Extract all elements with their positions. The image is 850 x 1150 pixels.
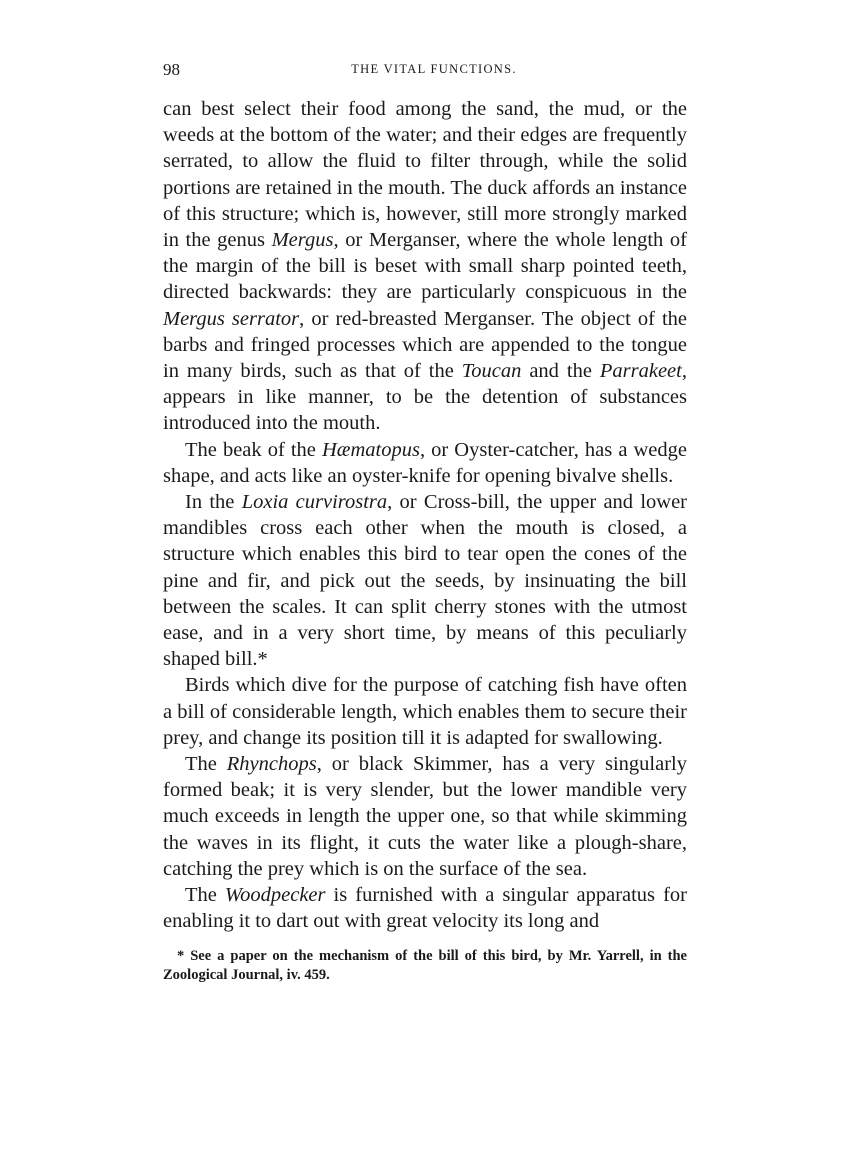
species-name: Mergus serrator (163, 307, 300, 330)
genus-name: Mergus (271, 229, 334, 252)
paragraph-woodpecker: The Woodpecker is furnished with a singular apparatus for enabling it to dart out with great velocity its long and (163, 884, 687, 933)
paragraph-oyster-catcher: The beak of the Hæmatopus, or Oyster-catcher, has a wedge shape, and acts like an oyster-knife for opening bivalve shells. (163, 438, 687, 487)
paragraph-cross-bill: In the Loxia curvirostra, or Cross-bill, the upper and lower mandibles cross each other when the mouth is closed, a structure which enables this bird to tear open the cones of the pine and fir, and pick out the seeds, by insinuating the bill between the scales. It can split cherry stones with the utmost ease, and in a very short time, by means of this peculiarly shaped bill.* (163, 491, 688, 671)
paragraph-continued: can best select their food among the sand, the mud, or the weeds at the bottom of the water; and their edges are frequently serrated, to allow the fluid to filter through, while the solid portions are retained in the mouth. The duck affords an instance of this structure; which is, however, still more strongly marked in the genus Mergus, or Merganser, where the whole length of the margin of the bill is beset with small sharp pointed teeth, directed backwards: they are particularly conspicuous in the Mergus serrator, or red-breasted Merganser. The object of the barbs and fringed processes which are appended to the tongue in many birds, such as that of the Toucan and the Parrakeet, appears in like manner, to be the detention of substances introduced into the mouth. (163, 98, 687, 435)
paragraph-diving-birds: Birds which dive for the purpose of catching fish have often a bill of considerable length, which enables them to secure their prey, and change its position till it is adapted for swallowing. (163, 674, 687, 749)
footnote (163, 947, 687, 985)
running-title: THE VITAL FUNCTIONS. (351, 62, 517, 76)
bird-name: Parrakeet (599, 360, 682, 383)
page-number: 98 (163, 60, 180, 79)
genus-name: Hæmatopus (321, 438, 420, 461)
bird-name: Woodpecker (224, 884, 326, 907)
body-text (163, 96, 687, 935)
book-page (163, 60, 687, 985)
genus-name: Rhynchops (226, 753, 317, 776)
bird-name: Toucan (461, 360, 522, 383)
species-name: Loxia curvirostra (241, 491, 388, 514)
footnote-text: * See a paper on the mechanism of the bill of this bird, by Mr. Yarrell, in the Zoological Journal, iv. 459. (163, 947, 687, 983)
paragraph-skimmer: The Rhynchops, or black Skimmer, has a very singularly formed beak; it is very slender, but the lower mandible very much exceeds in length the upper one, so that while skimming the waves in its flight, it cuts the water like a plough-share, catching the prey which is on the surface of the sea. (163, 753, 687, 880)
running-head (163, 60, 687, 84)
